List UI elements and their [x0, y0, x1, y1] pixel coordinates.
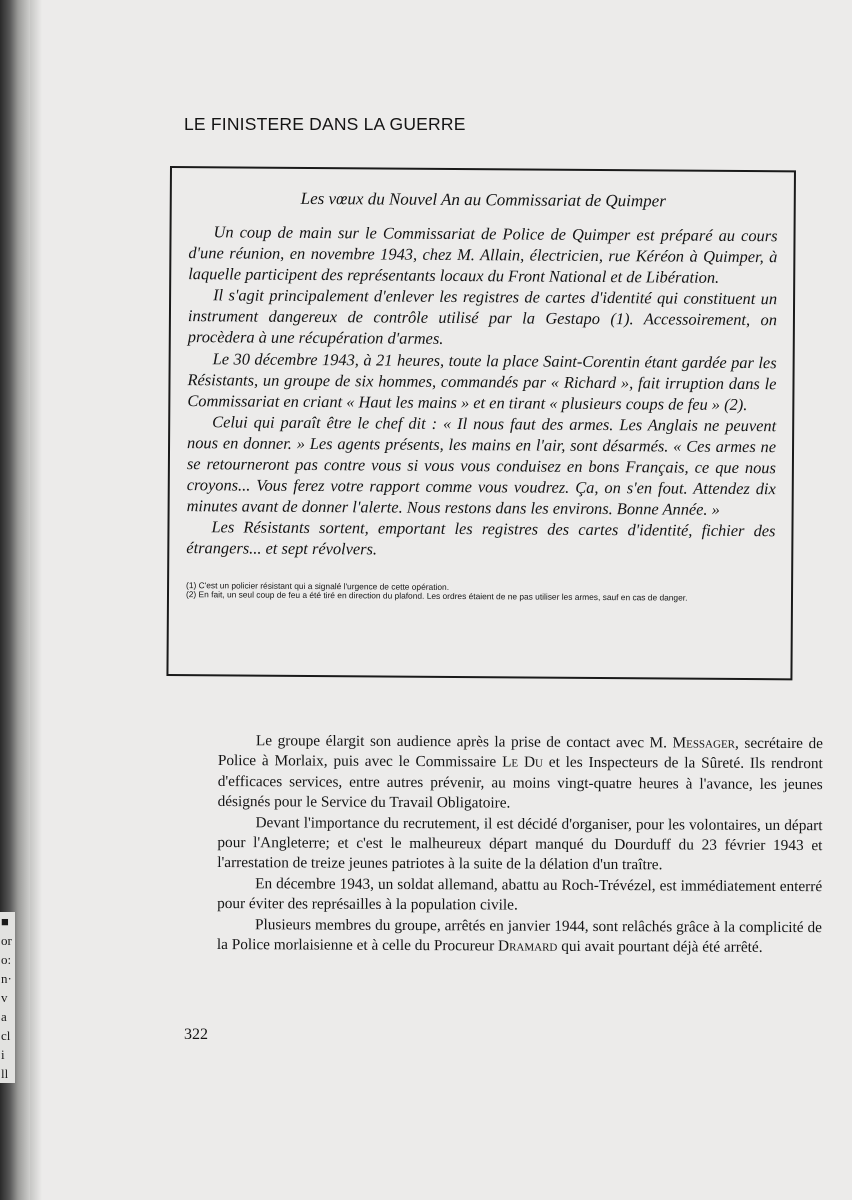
body-paragraph: Devant l'importance du recrutement, il est décidé d'organiser, pour les volontaires, un départ pour l'Angleterre; et c'est le malheureux départ manqué du Dourduff du 23 février 1943 et l'arrestation de treize jeunes patriotes à la suite de la délation d'un traître. [217, 813, 823, 874]
facing-page-glyph: cl [1, 1028, 11, 1043]
footnote: (2) En fait, un seul coup de feu a été tiré en direction du plafond. Les ordres étaient de ne pas utiliser les armes, sauf en cas de danger. [185, 589, 688, 603]
book-page [30, 0, 852, 1200]
body-paragraph [217, 915, 822, 959]
inset-paragraph: Celui qui paraît être le chef dit : « Il nous faut des armes. Les Anglais ne peuvent nous en donner. » Les agents présents, les mains en l'air, sont désarmés. « Ces armes ne se retourneront pas contre vous si vous vous conduisez en bons Français, ce que nous croyons... Vous ferez votre rapport comme vous voudrez. Ça, on s'en fout. Attendez dix minutes avant de donner l'alerte. Nous restons dans les environs. Bonne Année. » [186, 412, 777, 520]
facing-page-glyph: i [1, 1047, 5, 1062]
facing-page-glyph: ■ [1, 914, 9, 929]
footnote: (1) C'est un policier résistant qui a signalé l'urgence de cette opération. [186, 579, 450, 592]
inset-box [166, 166, 796, 680]
page-number: 322 [184, 1026, 208, 1043]
inset-paragraph: Le 30 décembre 1943, à 21 heures, toute la place Saint-Corentin étant gardée par les Résistants, un groupe de six hommes, commandés par « Richard », fait irruption dans le Commissariat en criant « Haut les mains » et en tirant « plusieurs coups de feu » (2). [187, 348, 777, 414]
body-text-run: Le groupe élargit son audience après la prise de contact avec M. [255, 732, 673, 752]
person-name: Le Du [502, 753, 544, 772]
body-text-run: qui avait pourtant déjà été arrêté. [557, 937, 763, 956]
gutter-shadow [30, 0, 42, 1200]
inset-paragraph: Un coup de main sur le Commissariat de Police de Quimper est préparé au cours d'une réunion, en novembre 1943, chez M. Allain, électricien, rue Kéréon à Quimper, à laquelle participent des représentants locaux du Front National et de Libération. [188, 222, 778, 288]
facing-page-fragment [0, 912, 15, 1083]
running-head: LE FINISTERE DANS LA GUERRE [184, 114, 466, 134]
body-paragraph [218, 731, 823, 816]
person-name: Messager [672, 734, 736, 752]
main-text [217, 731, 823, 959]
body-text-run: Plusieurs membres du groupe, arrêtés en janvier 1944, sont relâchés grâce à la complicité de la Police morlaisienne et à celle du Procureur [216, 915, 823, 955]
facing-page-glyph: a [1, 1009, 7, 1024]
facing-page-glyph: v [1, 990, 8, 1005]
facing-page-glyph: n· [1, 971, 12, 986]
person-name: Dramard [498, 937, 558, 955]
facing-page-glyph: o: [1, 952, 12, 967]
body-text-run: et les Inspecteurs de la Sûreté. Ils rendront d'efficaces services, entre autres prévenir, au moins vingt-quatre heures à l'avance, les jeunes désignés pour le Service du Travail Obligatoire. [217, 754, 823, 812]
body-text-run: , secrétaire de Police à Morlaix, puis avec le Commissaire [217, 734, 824, 771]
inset-paragraph: Il s'agit principalement d'enlever les registres de cartes d'identité qui constituent un instrument dangereux de contrôle utilisé par la Gestapo (1). Accessoirement, on procèdera à une récupération d'armes. [187, 285, 778, 349]
inset-paragraph: Les Résistants sortent, emportant les registres des cartes d'identité, fichier des étrangers... et sept révolvers. [186, 517, 776, 559]
facing-page-glyph: ll [1, 1066, 9, 1081]
inset-footnotes [186, 581, 775, 604]
inset-title: Les vœux du Nouvel An au Commissariat de Quimper [300, 188, 666, 211]
body-paragraph: En décembre 1943, un soldat allemand, abattu au Roch-Trévézel, est immédiatement enterré pour éviter des représailles à la population civile. [217, 875, 823, 914]
facing-page-glyph: or [1, 933, 12, 948]
